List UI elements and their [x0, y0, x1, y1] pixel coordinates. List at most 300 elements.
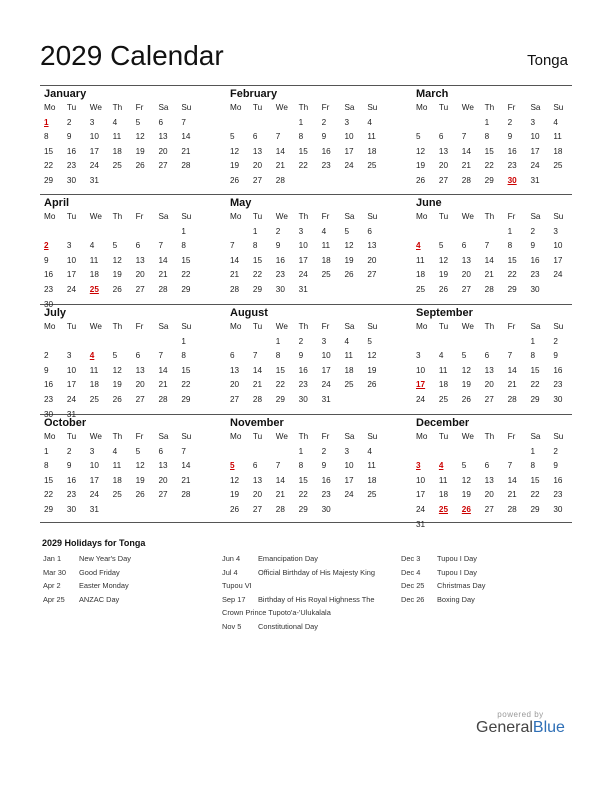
day: 31	[66, 409, 76, 419]
empty-cell	[412, 445, 435, 460]
day: 27	[438, 175, 448, 185]
holiday-name: Boxing Day	[437, 594, 475, 604]
day: 27	[461, 284, 471, 294]
empty-cell	[132, 335, 155, 350]
day: 8	[530, 461, 536, 471]
day: 20	[230, 380, 240, 390]
day: 2	[321, 446, 327, 456]
day: 20	[484, 380, 494, 390]
day: 6	[438, 132, 444, 142]
holiday-item	[222, 566, 392, 593]
weekday-header: Su	[367, 432, 378, 441]
day: 14	[230, 255, 240, 265]
holiday-item	[43, 593, 213, 607]
holiday-date: Mar 30	[43, 567, 67, 577]
day: 13	[252, 146, 262, 156]
empty-cell	[481, 335, 504, 350]
day: 12	[461, 475, 471, 485]
day: 26	[135, 161, 145, 171]
day: 13	[484, 365, 494, 375]
day-grid	[40, 101, 200, 189]
day: 11	[112, 461, 122, 471]
day: 9	[553, 351, 558, 361]
day: 19	[416, 161, 426, 171]
day: 28	[230, 284, 240, 294]
day: 3	[298, 226, 304, 236]
day: 27	[252, 175, 262, 185]
weekday-header: Th	[484, 103, 495, 112]
day: 29	[44, 504, 54, 514]
country-name: Tonga	[527, 52, 568, 69]
day: 17	[89, 146, 99, 156]
day: 19	[438, 270, 448, 280]
day: 20	[461, 270, 471, 280]
day: 6	[484, 461, 490, 471]
weekday-header: Th	[112, 103, 123, 112]
day: 24	[344, 490, 354, 500]
day: 9	[66, 132, 72, 142]
weekday-header: Mo	[230, 103, 242, 112]
empty-cell	[435, 116, 458, 131]
day: 28	[461, 175, 471, 185]
holiday-date: Dec 26	[401, 594, 425, 604]
day: 26	[230, 504, 240, 514]
day: 16	[553, 475, 563, 485]
empty-cell	[132, 225, 155, 240]
day: 28	[484, 284, 494, 294]
day: 29	[530, 504, 540, 514]
weekday-header: Sa	[530, 103, 541, 112]
day-grid	[226, 210, 386, 298]
day: 12	[230, 475, 240, 485]
day: 20	[484, 490, 494, 500]
day: 30	[321, 504, 331, 514]
day: 5	[135, 117, 141, 127]
weekday-header: Tu	[252, 432, 263, 441]
day: 14	[181, 461, 191, 471]
day: 2	[298, 336, 304, 346]
day: 19	[461, 490, 471, 500]
day: 20	[135, 380, 145, 390]
day: 27	[367, 270, 377, 280]
day: 13	[438, 146, 448, 156]
holiday-name: Easter Monday	[79, 581, 129, 590]
day: 10	[66, 365, 76, 375]
day: 18	[367, 146, 377, 156]
day: 13	[367, 241, 377, 251]
day: 5	[367, 336, 372, 346]
day: 11	[438, 365, 448, 375]
weekday-header: Th	[484, 322, 495, 331]
day: 18	[344, 365, 354, 375]
day: 30	[44, 299, 54, 309]
day: 19	[367, 365, 377, 375]
day: 26	[461, 394, 471, 404]
day: 9	[553, 461, 558, 471]
day: 3	[321, 336, 327, 346]
day: 21	[507, 490, 517, 500]
empty-cell	[109, 225, 132, 240]
day: 10	[344, 461, 354, 471]
day: 8	[507, 241, 513, 251]
day: 16	[507, 146, 517, 156]
day: 16	[321, 146, 331, 156]
month-name: November	[230, 417, 284, 429]
day: 10	[416, 365, 426, 375]
day: 31	[89, 175, 99, 185]
holiday-day: 17	[416, 380, 426, 390]
weekday-header: Mo	[230, 432, 242, 441]
empty-cell	[481, 225, 504, 240]
day: 2	[553, 446, 558, 456]
empty-cell	[481, 445, 504, 460]
holiday-column	[43, 552, 213, 606]
day: 11	[553, 132, 562, 142]
weekday-header: Th	[298, 103, 309, 112]
weekday-header: Tu	[438, 103, 449, 112]
day: 1	[530, 336, 536, 346]
day: 26	[112, 284, 122, 294]
day: 7	[507, 351, 513, 361]
day: 11	[89, 255, 99, 265]
weekday-header: We	[461, 212, 474, 221]
day: 12	[112, 255, 122, 265]
day: 24	[530, 161, 540, 171]
day: 23	[66, 490, 76, 500]
row-divider	[40, 85, 572, 86]
day: 2	[553, 336, 558, 346]
day: 24	[89, 490, 99, 500]
day: 1	[252, 226, 258, 236]
day: 13	[461, 255, 471, 265]
weekday-header: Fr	[135, 432, 144, 441]
weekday-header: Fr	[135, 212, 144, 221]
day: 18	[438, 380, 448, 390]
day: 30	[275, 284, 285, 294]
weekday-header: Su	[367, 322, 378, 331]
day: 17	[321, 365, 331, 375]
month-name: September	[416, 307, 473, 319]
weekday-header: Fr	[321, 432, 330, 441]
day: 29	[181, 394, 191, 404]
day: 22	[181, 380, 191, 390]
day: 23	[298, 380, 308, 390]
day: 29	[484, 175, 494, 185]
day: 25	[89, 394, 99, 404]
empty-cell	[154, 335, 177, 350]
day: 3	[66, 241, 72, 251]
day: 13	[252, 475, 262, 485]
day: 9	[507, 132, 513, 142]
day: 10	[553, 241, 563, 251]
day: 26	[367, 380, 377, 390]
day: 8	[298, 132, 304, 142]
empty-cell	[226, 225, 249, 240]
day: 28	[252, 394, 262, 404]
day: 17	[344, 475, 354, 485]
day: 15	[484, 146, 494, 156]
day: 8	[530, 351, 536, 361]
holiday-item	[222, 593, 392, 620]
day: 18	[553, 146, 563, 156]
holiday-column	[222, 552, 392, 633]
weekday-header: Tu	[66, 432, 77, 441]
day: 7	[484, 241, 490, 251]
day: 10	[89, 132, 99, 142]
month-june	[412, 196, 572, 298]
weekday-header: Su	[367, 212, 378, 221]
day: 31	[416, 519, 426, 529]
day: 23	[553, 380, 563, 390]
day: 28	[158, 394, 168, 404]
weekday-header: Su	[181, 212, 192, 221]
day: 13	[135, 255, 145, 265]
weekday-header: Mo	[230, 212, 242, 221]
day: 17	[89, 475, 99, 485]
holiday-day: 25	[438, 504, 448, 514]
day: 24	[298, 270, 308, 280]
day: 3	[553, 226, 558, 236]
day: 18	[112, 475, 122, 485]
day: 13	[230, 365, 240, 375]
day: 16	[530, 255, 540, 265]
month-name: July	[44, 307, 67, 319]
day-grid	[412, 101, 572, 189]
day: 10	[530, 132, 540, 142]
holiday-day: 5	[230, 461, 235, 471]
day: 12	[367, 351, 377, 361]
generalblue-logo[interactable]	[476, 710, 565, 737]
day: 23	[530, 270, 540, 280]
day: 14	[252, 365, 262, 375]
day: 9	[530, 241, 536, 251]
holiday-name: Christmas Day	[437, 581, 486, 590]
day: 13	[158, 461, 168, 471]
day: 7	[230, 241, 235, 251]
day: 22	[44, 490, 54, 500]
day: 20	[252, 161, 262, 171]
month-october	[40, 416, 200, 518]
day: 8	[484, 132, 490, 142]
day: 27	[135, 284, 145, 294]
day: 25	[344, 380, 354, 390]
day: 5	[135, 446, 141, 456]
weekday-header: Th	[298, 322, 309, 331]
weekday-header: Mo	[416, 322, 428, 331]
day: 27	[484, 394, 494, 404]
day: 19	[461, 380, 471, 390]
month-november	[226, 416, 386, 518]
weekday-header: Sa	[344, 322, 355, 331]
day: 15	[181, 365, 191, 375]
day: 11	[344, 351, 353, 361]
day: 13	[158, 132, 168, 142]
day: 23	[44, 394, 54, 404]
row-divider	[40, 194, 572, 195]
weekday-header: We	[89, 212, 102, 221]
weekday-header: Tu	[252, 322, 263, 331]
day: 21	[484, 270, 494, 280]
weekday-header: Tu	[252, 103, 263, 112]
day-grid	[412, 430, 572, 532]
day: 7	[181, 117, 186, 127]
weekday-header: Mo	[416, 432, 428, 441]
day: 8	[252, 241, 258, 251]
holiday-item	[401, 566, 571, 580]
empty-cell	[435, 445, 458, 460]
day: 11	[416, 255, 425, 265]
day: 3	[89, 117, 95, 127]
weekday-header: Fr	[135, 103, 144, 112]
day: 16	[66, 146, 76, 156]
weekday-header: Sa	[344, 103, 355, 112]
empty-cell	[249, 116, 272, 131]
day: 26	[416, 175, 426, 185]
day: 29	[298, 504, 308, 514]
month-february	[226, 87, 386, 189]
weekday-header: Su	[367, 103, 378, 112]
day: 29	[275, 394, 285, 404]
day: 20	[438, 161, 448, 171]
weekday-header: Fr	[507, 322, 516, 331]
empty-cell	[249, 445, 272, 460]
day: 31	[530, 175, 540, 185]
day: 12	[135, 132, 145, 142]
holiday-name: Tupou I Day	[437, 554, 477, 563]
day: 14	[507, 365, 517, 375]
holiday-day: 4	[416, 241, 421, 251]
day: 23	[275, 270, 285, 280]
day: 17	[553, 255, 563, 265]
weekday-header: Sa	[158, 212, 169, 221]
day: 14	[461, 146, 471, 156]
day: 9	[44, 365, 49, 375]
day: 18	[89, 270, 99, 280]
day: 19	[112, 380, 122, 390]
day: 5	[461, 351, 467, 361]
holiday-column	[401, 552, 571, 606]
day: 18	[112, 146, 122, 156]
day: 16	[44, 380, 54, 390]
day: 4	[112, 117, 118, 127]
weekday-header: We	[89, 322, 102, 331]
day: 11	[112, 132, 122, 142]
month-march	[412, 87, 572, 189]
day: 2	[507, 117, 513, 127]
day: 21	[230, 270, 240, 280]
weekday-header: Tu	[66, 103, 77, 112]
day: 21	[275, 161, 285, 171]
day: 30	[44, 409, 54, 419]
day: 8	[181, 241, 186, 251]
holiday-day: 4	[438, 461, 444, 471]
day: 8	[298, 461, 304, 471]
day: 25	[438, 394, 448, 404]
day: 27	[252, 504, 262, 514]
weekday-header: Fr	[135, 322, 144, 331]
day: 19	[135, 146, 145, 156]
day: 8	[181, 351, 186, 361]
holiday-name: Emancipation Day	[258, 554, 318, 563]
empty-cell	[272, 116, 295, 131]
day: 30	[298, 394, 308, 404]
day: 30	[66, 504, 76, 514]
day: 3	[530, 117, 536, 127]
day-grid	[40, 210, 200, 312]
weekday-header: Sa	[158, 103, 169, 112]
day: 12	[438, 255, 448, 265]
month-april	[40, 196, 200, 312]
day: 2	[275, 226, 281, 236]
day: 7	[275, 461, 281, 471]
day: 22	[252, 270, 262, 280]
holiday-name: Tupou I Day	[437, 567, 477, 577]
day: 28	[158, 284, 168, 294]
holiday-item	[401, 593, 571, 607]
month-name: March	[416, 88, 449, 100]
day: 20	[252, 490, 262, 500]
day: 17	[530, 146, 540, 156]
day: 3	[344, 117, 350, 127]
day: 21	[507, 380, 517, 390]
day: 27	[158, 490, 168, 500]
empty-cell	[226, 445, 249, 460]
day: 4	[367, 117, 372, 127]
day: 5	[416, 132, 421, 142]
empty-cell	[86, 225, 109, 240]
day: 2	[321, 117, 327, 127]
day: 22	[530, 380, 540, 390]
empty-cell	[412, 116, 435, 131]
day: 19	[135, 475, 145, 485]
day: 30	[553, 504, 563, 514]
day: 28	[181, 490, 191, 500]
empty-cell	[86, 335, 109, 350]
holiday-item	[43, 579, 213, 593]
day: 8	[44, 461, 49, 471]
day: 21	[181, 475, 191, 485]
day: 11	[367, 132, 376, 142]
day: 14	[158, 255, 168, 265]
day: 2	[66, 446, 72, 456]
empty-cell	[435, 225, 458, 240]
day: 22	[44, 161, 54, 171]
month-name: October	[44, 417, 87, 429]
weekday-header: We	[275, 432, 288, 441]
day: 28	[275, 504, 285, 514]
day: 23	[321, 161, 331, 171]
day: 13	[135, 365, 145, 375]
day: 9	[321, 461, 327, 471]
day: 24	[344, 161, 354, 171]
day: 12	[344, 241, 354, 251]
day: 23	[66, 161, 76, 171]
day: 6	[252, 132, 258, 142]
weekday-header: We	[275, 212, 288, 221]
day: 24	[89, 161, 99, 171]
day-grid	[412, 210, 572, 298]
day: 7	[252, 351, 258, 361]
empty-cell	[504, 335, 527, 350]
day: 11	[367, 461, 376, 471]
holiday-day: 30	[507, 175, 517, 185]
day: 5	[230, 132, 235, 142]
day: 10	[344, 132, 354, 142]
holiday-name: Good Friday	[79, 567, 120, 577]
day: 3	[344, 446, 350, 456]
holiday-date: Dec 4	[401, 567, 421, 577]
weekday-header: We	[461, 103, 474, 112]
